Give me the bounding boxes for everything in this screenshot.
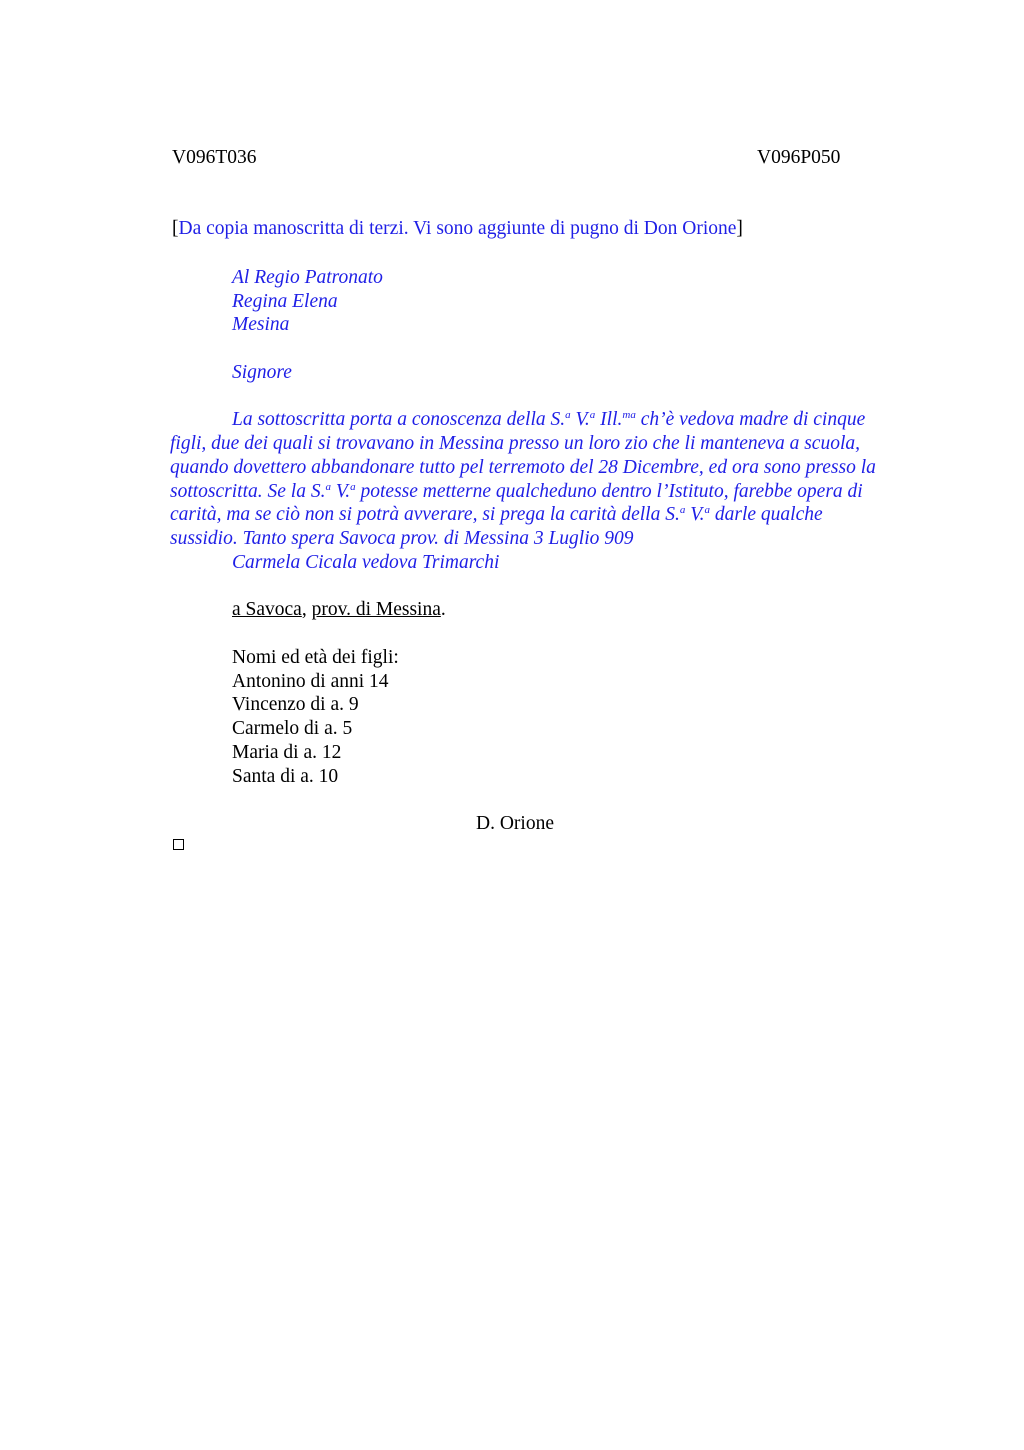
page-code-left: V096T036 xyxy=(172,147,257,168)
address-line-3: Mesina xyxy=(232,314,290,335)
note-text: Da copia manoscritta di terzi. Vi sono aggiunte di pugno di Don Orione xyxy=(178,218,737,239)
child-item: Carmelo di a. 5 xyxy=(232,718,353,739)
child-item: Maria di a. 12 xyxy=(232,742,342,763)
children-heading: Nomi ed età dei figli: xyxy=(232,647,399,668)
superscript: a xyxy=(704,504,710,516)
superscript: a xyxy=(565,409,571,421)
child-item: Antonino di anni 14 xyxy=(232,671,389,692)
note-open-bracket: [ xyxy=(172,218,179,239)
letter-text: ch’è vedova madre di cinque xyxy=(635,409,866,430)
letter-text: V. xyxy=(330,481,351,502)
address-line-1: Al Regio Patronato xyxy=(232,267,383,288)
superscript: a xyxy=(679,504,686,516)
address-line-2: Regina Elena xyxy=(232,291,338,312)
child-item: Santa di a. 10 xyxy=(232,766,339,787)
superscript: ma xyxy=(622,409,636,421)
letter-text: darle qualche xyxy=(709,504,823,525)
editorial-note xyxy=(172,217,743,241)
location-period: . xyxy=(440,599,446,620)
location-line xyxy=(232,598,446,622)
location-province: prov. di Messina xyxy=(311,599,441,620)
letter-line-6: sussidio. Tanto spera Savoca prov. di Messina 3 Luglio 909 xyxy=(170,528,634,549)
superscript: a xyxy=(350,481,356,493)
letter-text: Ill. xyxy=(595,409,623,430)
letter-text: carità, ma se ciò non si potrà avverare, si prega la carità della S. xyxy=(170,504,680,525)
location-separator: , xyxy=(301,599,312,620)
letter-line-4 xyxy=(170,480,863,504)
letter-text: V. xyxy=(685,504,705,525)
location-town: a Savoca xyxy=(232,599,302,620)
end-marker-box-icon xyxy=(173,839,184,850)
letter-text: sottoscritta. Se la S. xyxy=(170,481,326,502)
letter-line-2: figli, due dei quali si trovavano in Messina presso un loro zio che li manteneva a scuola, xyxy=(170,433,861,454)
salutation: Signore xyxy=(232,362,292,383)
page-code-right: V096P050 xyxy=(757,147,841,168)
letter-text: V. xyxy=(570,409,590,430)
note-close-bracket: ] xyxy=(736,218,743,239)
letter-line-5 xyxy=(170,503,823,527)
closing-signature: D. Orione xyxy=(476,813,554,834)
superscript: a xyxy=(589,409,596,421)
letter-text: potesse metterne qualcheduno dentro l’Istituto, farebbe opera di xyxy=(355,481,863,502)
letter-line-3: quando dovettero abbandonare tutto pel terremoto del 28 Dicembre, ed ora sono presso la xyxy=(170,457,876,478)
letter-signature: Carmela Cicala vedova Trimarchi xyxy=(232,552,500,573)
letter-line-1 xyxy=(232,408,865,432)
letter-text: La sottoscritta porta a conoscenza della S. xyxy=(232,409,566,430)
superscript: a xyxy=(325,481,331,493)
child-item: Vincenzo di a. 9 xyxy=(232,694,359,715)
